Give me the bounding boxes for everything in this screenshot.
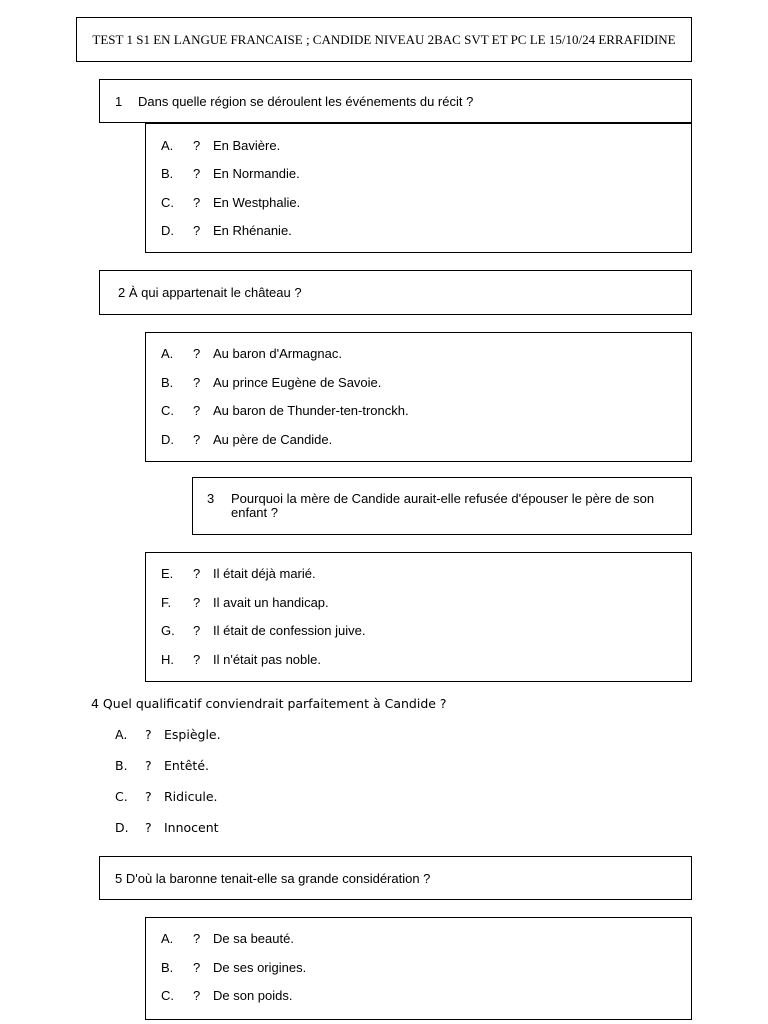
- option-text: Au prince Eugène de Savoie.: [213, 374, 382, 390]
- option-letter: C.: [161, 987, 174, 1003]
- option-text: En Rhénanie.: [213, 222, 292, 238]
- option-letter: H.: [161, 651, 174, 667]
- q5-option-a[interactable]: [161, 929, 294, 947]
- q4-option-a[interactable]: [115, 727, 221, 742]
- option-text: Il avait un handicap.: [213, 594, 329, 610]
- q3-option-f[interactable]: [161, 593, 329, 611]
- q2-option-b[interactable]: [161, 373, 381, 391]
- q5-option-c[interactable]: [161, 986, 293, 1004]
- option-text: De sa beauté.: [213, 930, 294, 946]
- option-text: Entêté.: [164, 758, 209, 773]
- q4-option-b[interactable]: [115, 758, 209, 773]
- checkbox-marker: ?: [193, 194, 201, 210]
- checkbox-marker: ?: [193, 930, 201, 946]
- checkbox-marker: ?: [145, 727, 152, 742]
- option-letter: B.: [161, 165, 174, 181]
- q1-option-d[interactable]: [161, 221, 292, 239]
- option-letter: E.: [161, 565, 174, 581]
- option-text: Il était de confession juive.: [213, 622, 366, 638]
- option-text: Espiègle.: [164, 727, 221, 742]
- question-1-text: Dans quelle région se déroulent les événements du récit ?: [138, 93, 474, 109]
- question-3-box: [192, 477, 692, 535]
- page-title: [76, 17, 692, 62]
- option-text: En Normandie.: [213, 165, 300, 181]
- option-text: Au baron de Thunder-ten-tronckh.: [213, 402, 409, 418]
- q4-option-d[interactable]: [115, 820, 219, 835]
- option-letter: A.: [161, 345, 174, 361]
- question-3-text: Pourquoi la mère de Candide aurait-elle refusée d'épouser le père de son enfant ?: [231, 491, 655, 520]
- option-letter: D.: [161, 431, 174, 447]
- q3-option-g[interactable]: [161, 621, 365, 639]
- option-letter: D.: [115, 820, 129, 835]
- option-letter: A.: [161, 137, 174, 153]
- q1-option-b[interactable]: [161, 164, 300, 182]
- option-text: Il n'était pas noble.: [213, 651, 321, 667]
- q3-option-e[interactable]: [161, 564, 316, 582]
- question-4-text: 4 Quel qualificatif conviendrait parfaitement à Candide ?: [91, 696, 447, 711]
- checkbox-marker: ?: [193, 402, 201, 418]
- option-text: De ses origines.: [213, 959, 307, 975]
- q2-option-a[interactable]: [161, 344, 342, 362]
- option-letter: D.: [161, 222, 174, 238]
- option-text: Innocent: [164, 820, 219, 835]
- q1-option-c[interactable]: [161, 193, 300, 211]
- checkbox-marker: ?: [193, 137, 201, 153]
- q2-option-d[interactable]: [161, 430, 332, 448]
- checkbox-marker: ?: [193, 987, 201, 1003]
- option-letter: A.: [161, 930, 174, 946]
- question-1-number: 1: [115, 93, 123, 109]
- option-text: Au baron d'Armagnac.: [213, 345, 342, 361]
- option-letter: B.: [161, 374, 174, 390]
- option-letter: C.: [115, 789, 128, 804]
- checkbox-marker: ?: [193, 565, 201, 581]
- question-5-box: [99, 856, 692, 900]
- option-text: Au père de Candide.: [213, 431, 333, 447]
- checkbox-marker: ?: [193, 959, 201, 975]
- q2-option-c[interactable]: [161, 401, 409, 419]
- question-5-text: 5 D'où la baronne tenait-elle sa grande considération ?: [115, 870, 431, 886]
- question-2-text: 2 À qui appartenait le château ?: [118, 285, 302, 300]
- checkbox-marker: ?: [193, 345, 201, 361]
- checkbox-marker: ?: [193, 651, 201, 667]
- checkbox-marker: ?: [145, 789, 152, 804]
- checkbox-marker: ?: [145, 820, 152, 835]
- option-letter: G.: [161, 622, 175, 638]
- checkbox-marker: ?: [193, 374, 201, 390]
- option-text: Il était déjà marié.: [213, 565, 316, 581]
- checkbox-marker: ?: [193, 622, 201, 638]
- checkbox-marker: ?: [145, 758, 152, 773]
- option-letter: B.: [115, 758, 128, 773]
- option-letter: B.: [161, 959, 174, 975]
- q4-option-c[interactable]: [115, 789, 218, 804]
- question-1-box: [99, 79, 692, 123]
- checkbox-marker: ?: [193, 594, 201, 610]
- option-letter: C.: [161, 402, 174, 418]
- checkbox-marker: ?: [193, 222, 201, 238]
- checkbox-marker: ?: [193, 431, 201, 447]
- option-text: Ridicule.: [164, 789, 218, 804]
- option-letter: F.: [161, 594, 172, 610]
- question-2-box: [99, 270, 692, 315]
- question-3-number: 3: [207, 491, 215, 506]
- title-text: TEST 1 S1 EN LANGUE FRANCAISE ; CANDIDE NIVEAU 2BAC SVT ET PC LE 15/10/24 ERRAFIDINE: [92, 31, 676, 47]
- q3-option-h[interactable]: [161, 650, 321, 668]
- q1-option-a[interactable]: [161, 136, 280, 154]
- option-text: De son poids.: [213, 987, 293, 1003]
- option-letter: C.: [161, 194, 174, 210]
- q5-option-b[interactable]: [161, 958, 306, 976]
- checkbox-marker: ?: [193, 165, 201, 181]
- option-text: En Westphalie.: [213, 194, 301, 210]
- option-letter: A.: [115, 727, 128, 742]
- option-text: En Bavière.: [213, 137, 281, 153]
